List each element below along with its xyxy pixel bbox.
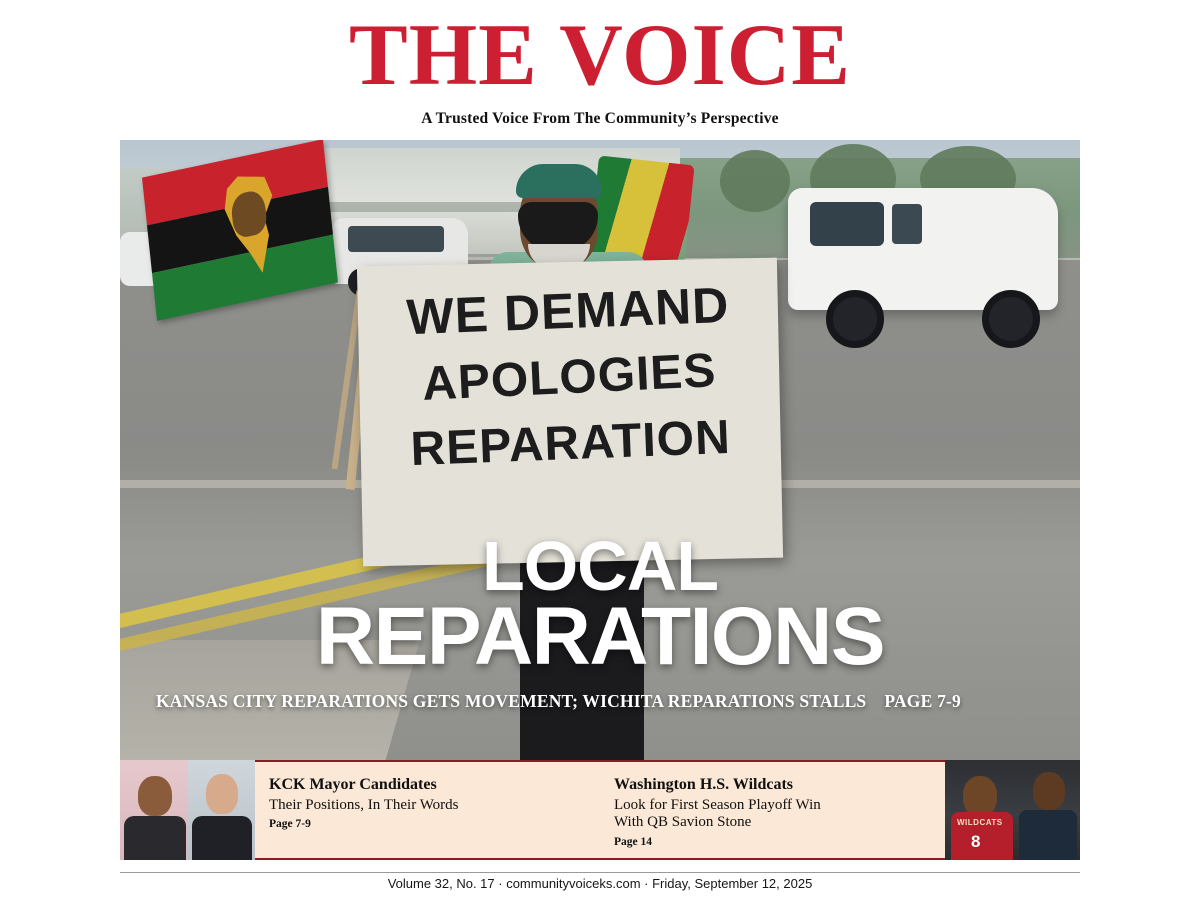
protest-sign-line-3: REPARATION xyxy=(409,410,732,477)
teaser-description-line-2: With QB Savion Stone xyxy=(614,814,752,831)
jersey-team-name: WILDCATS xyxy=(957,818,1003,827)
protest-sign-line-2: APOLOGIES xyxy=(420,344,718,411)
teaser-text-wildcats xyxy=(600,760,945,860)
teaser-description-line-1: Look for First Season Playoff Win xyxy=(614,797,821,813)
teaser-page-reference: Page 14 xyxy=(614,835,653,848)
teaser-photo-wildcats xyxy=(945,760,1080,860)
hero-subheadline-text: KANSAS CITY REPARATIONS GETS MOVEMENT; WICHITA REPARATIONS STALLS xyxy=(156,691,867,711)
hero-photo xyxy=(120,140,1080,760)
footer-info: Volume 32, No. 17 · communityvoiceks.com · Friday, September 12, 2025 xyxy=(387,876,813,891)
van-side-window xyxy=(892,204,922,244)
page-title: THE VOICE xyxy=(349,7,851,104)
masthead-tagline: A Trusted Voice From The Community’s Perspective xyxy=(421,109,779,127)
headline-line-1: LOCAL xyxy=(481,526,719,605)
protester-legs xyxy=(520,540,644,760)
footer-divider xyxy=(120,872,1080,873)
teaser-description: Their Positions, In Their Words xyxy=(269,797,459,813)
van-windshield xyxy=(810,202,884,246)
teaser-page-reference: Page 7-9 xyxy=(269,818,311,831)
teaser-title: Washington H.S. Wildcats xyxy=(614,776,794,793)
hero-page-reference: PAGE 7-9 xyxy=(884,691,961,711)
teaser-row xyxy=(120,760,1080,860)
protest-sign xyxy=(357,258,783,567)
van-wheel xyxy=(826,290,884,348)
jersey-number: 8 xyxy=(971,832,981,851)
protester-cap xyxy=(516,164,602,198)
masthead xyxy=(0,0,1200,128)
van-wheel xyxy=(982,290,1040,348)
teaser-photo-candidates xyxy=(120,760,255,860)
headline-line-2: REPARATIONS xyxy=(315,591,885,683)
teaser-title: KCK Mayor Candidates xyxy=(269,776,437,793)
teaser-kck-mayor-candidates[interactable] xyxy=(120,760,600,860)
teaser-text-candidates xyxy=(255,760,600,860)
hero-subheadline xyxy=(156,691,1046,712)
teaser-washington-wildcats[interactable] xyxy=(600,760,1080,860)
treetop-icon xyxy=(720,150,790,212)
suv-window xyxy=(348,226,444,252)
protest-sign-line-1: WE DEMAND xyxy=(405,276,731,346)
